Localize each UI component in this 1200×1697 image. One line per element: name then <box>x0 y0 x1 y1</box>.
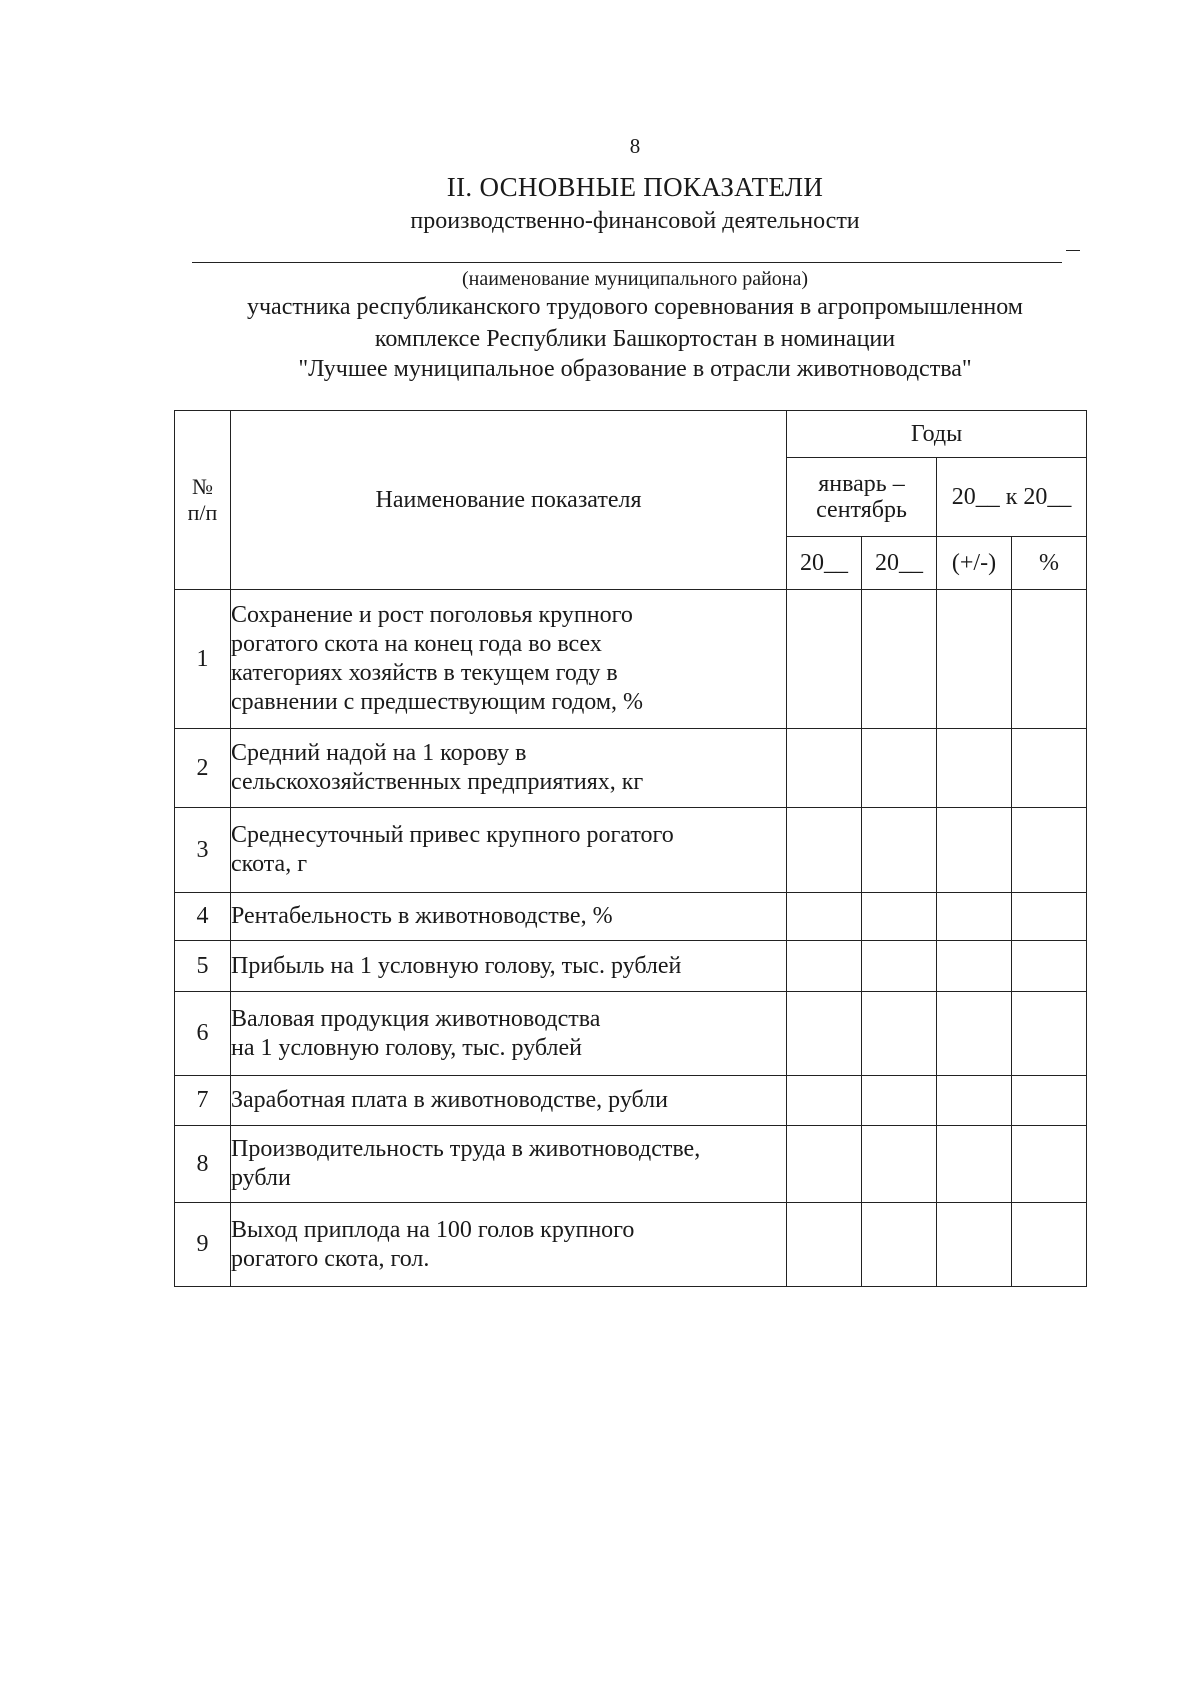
table-row <box>175 1126 1087 1203</box>
value-cell-diff[interactable] <box>937 1076 1012 1126</box>
value-cell-year-1[interactable] <box>787 992 862 1076</box>
indicator-line: Валовая продукция животноводства <box>231 1005 601 1032</box>
header-row-1 <box>175 411 1087 458</box>
table-row <box>175 729 1087 808</box>
indicator-name <box>231 1076 787 1126</box>
indicator-name <box>231 992 787 1076</box>
header-num <box>175 411 231 590</box>
value-cell-percent[interactable] <box>1012 1076 1087 1126</box>
value-cell-diff[interactable] <box>937 1203 1012 1287</box>
value-cell-year-1[interactable] <box>787 893 862 941</box>
value-cell-diff[interactable] <box>937 992 1012 1076</box>
value-cell-diff[interactable] <box>937 808 1012 893</box>
value-cell-percent[interactable] <box>1012 729 1087 808</box>
value-cell-percent[interactable] <box>1012 590 1087 729</box>
page-number: 8 <box>629 134 641 158</box>
value-cell-year-1[interactable] <box>787 590 862 729</box>
indicator-name <box>231 1203 787 1287</box>
header-diff: (+/-) <box>937 537 1012 590</box>
row-number: 3 <box>175 808 231 893</box>
value-cell-diff[interactable] <box>937 590 1012 729</box>
value-cell-year-1[interactable] <box>787 729 862 808</box>
row-number: 9 <box>175 1203 231 1287</box>
indicator-line: Сохранение и рост поголовья крупного <box>231 602 633 628</box>
participant-line-1: участника республиканского трудового соревнования в агропромышленном <box>246 294 1023 320</box>
value-cell-percent[interactable] <box>1012 808 1087 893</box>
value-cell-year-2[interactable] <box>862 1076 937 1126</box>
indicator-line: Средний надой на 1 корову в <box>231 740 527 766</box>
table-row <box>175 1076 1087 1126</box>
header-num-sign: № <box>192 474 213 499</box>
row-number: 7 <box>175 1076 231 1126</box>
header-years: Годы <box>787 411 1087 458</box>
header-indicator-name: Наименование показателя <box>231 411 787 590</box>
value-cell-percent[interactable] <box>1012 1203 1087 1287</box>
header-period-line-1: январь – <box>818 471 905 497</box>
indicator-name <box>231 808 787 893</box>
value-cell-diff[interactable] <box>937 729 1012 808</box>
indicator-line: Рентабельность в животноводстве, % <box>231 903 613 929</box>
value-cell-year-1[interactable] <box>787 941 862 992</box>
row-number: 5 <box>175 941 231 992</box>
value-cell-year-1[interactable] <box>787 1076 862 1126</box>
table-row <box>175 992 1087 1076</box>
header-period-line-2: сентябрь <box>816 497 907 523</box>
row-number: 6 <box>175 992 231 1076</box>
value-cell-percent[interactable] <box>1012 893 1087 941</box>
value-cell-year-2[interactable] <box>862 590 937 729</box>
indicator-name <box>231 1126 787 1203</box>
row-number: 4 <box>175 893 231 941</box>
section-title: II. ОСНОВНЫЕ ПОКАЗАТЕЛИ <box>446 172 824 202</box>
header-period <box>787 458 937 537</box>
fill-line-dash <box>1066 250 1080 251</box>
indicator-line: сельскохозяйственных предприятиях, кг <box>231 769 644 795</box>
table-row <box>175 590 1087 729</box>
indicator-line: Заработная плата в животноводстве, рубли <box>231 1087 668 1113</box>
participant-line-3: "Лучшее муниципальное образование в отрасли животноводства" <box>298 356 972 382</box>
table-row <box>175 893 1087 941</box>
value-cell-diff[interactable] <box>937 1126 1012 1203</box>
section-subtitle: производственно-финансовой деятельности <box>410 208 860 234</box>
value-cell-diff[interactable] <box>937 941 1012 992</box>
indicator-line: рогатого скота на конец года во всех <box>231 631 602 657</box>
indicator-name <box>231 893 787 941</box>
table-row <box>175 941 1087 992</box>
indicator-name <box>231 590 787 729</box>
value-cell-year-2[interactable] <box>862 808 937 893</box>
indicator-line: скота, г <box>231 851 308 877</box>
indicator-line: рубли <box>231 1165 291 1191</box>
value-cell-year-1[interactable] <box>787 808 862 893</box>
indicator-line: сравнении с предшествующим годом, % <box>231 689 644 715</box>
value-cell-year-2[interactable] <box>862 1126 937 1203</box>
indicator-line: рогатого скота, гол. <box>231 1245 430 1272</box>
value-cell-year-2[interactable] <box>862 992 937 1076</box>
value-cell-year-2[interactable] <box>862 941 937 992</box>
value-cell-percent[interactable] <box>1012 992 1087 1076</box>
table-row <box>175 808 1087 893</box>
value-cell-percent[interactable] <box>1012 941 1087 992</box>
indicators-table <box>174 410 1087 1287</box>
indicator-name <box>231 941 787 992</box>
indicator-name <box>231 729 787 808</box>
indicator-line: Производительность труда в животноводстве, <box>231 1136 701 1162</box>
indicator-line: Среднесуточный привес крупного рогатого <box>231 822 674 848</box>
header-compare: 20__ к 20__ <box>937 458 1087 537</box>
indicator-line: Выход приплода на 100 голов крупного <box>231 1216 635 1243</box>
row-number: 1 <box>175 590 231 729</box>
value-cell-percent[interactable] <box>1012 1126 1087 1203</box>
value-cell-year-2[interactable] <box>862 1203 937 1287</box>
header-percent: % <box>1012 537 1087 590</box>
value-cell-year-2[interactable] <box>862 893 937 941</box>
indicator-line: категориях хозяйств в текущем году в <box>231 660 618 686</box>
value-cell-year-2[interactable] <box>862 729 937 808</box>
indicator-line: на 1 условную голову, тыс. рублей <box>231 1034 582 1061</box>
table-row <box>175 1203 1087 1287</box>
municipality-fill-line <box>192 262 1062 263</box>
header-year-1: 20__ <box>787 537 862 590</box>
row-number: 8 <box>175 1126 231 1203</box>
header-year-2: 20__ <box>862 537 937 590</box>
value-cell-year-1[interactable] <box>787 1203 862 1287</box>
indicator-line: Прибыль на 1 условную голову, тыс. рублей <box>231 952 682 979</box>
header-num-pp: п/п <box>187 500 218 525</box>
municipality-caption: (наименование муниципального района) <box>461 268 809 290</box>
row-number: 2 <box>175 729 231 808</box>
value-cell-year-1[interactable] <box>787 1126 862 1203</box>
value-cell-diff[interactable] <box>937 893 1012 941</box>
participant-line-2: комплексе Республики Башкортостан в номинации <box>374 326 896 352</box>
